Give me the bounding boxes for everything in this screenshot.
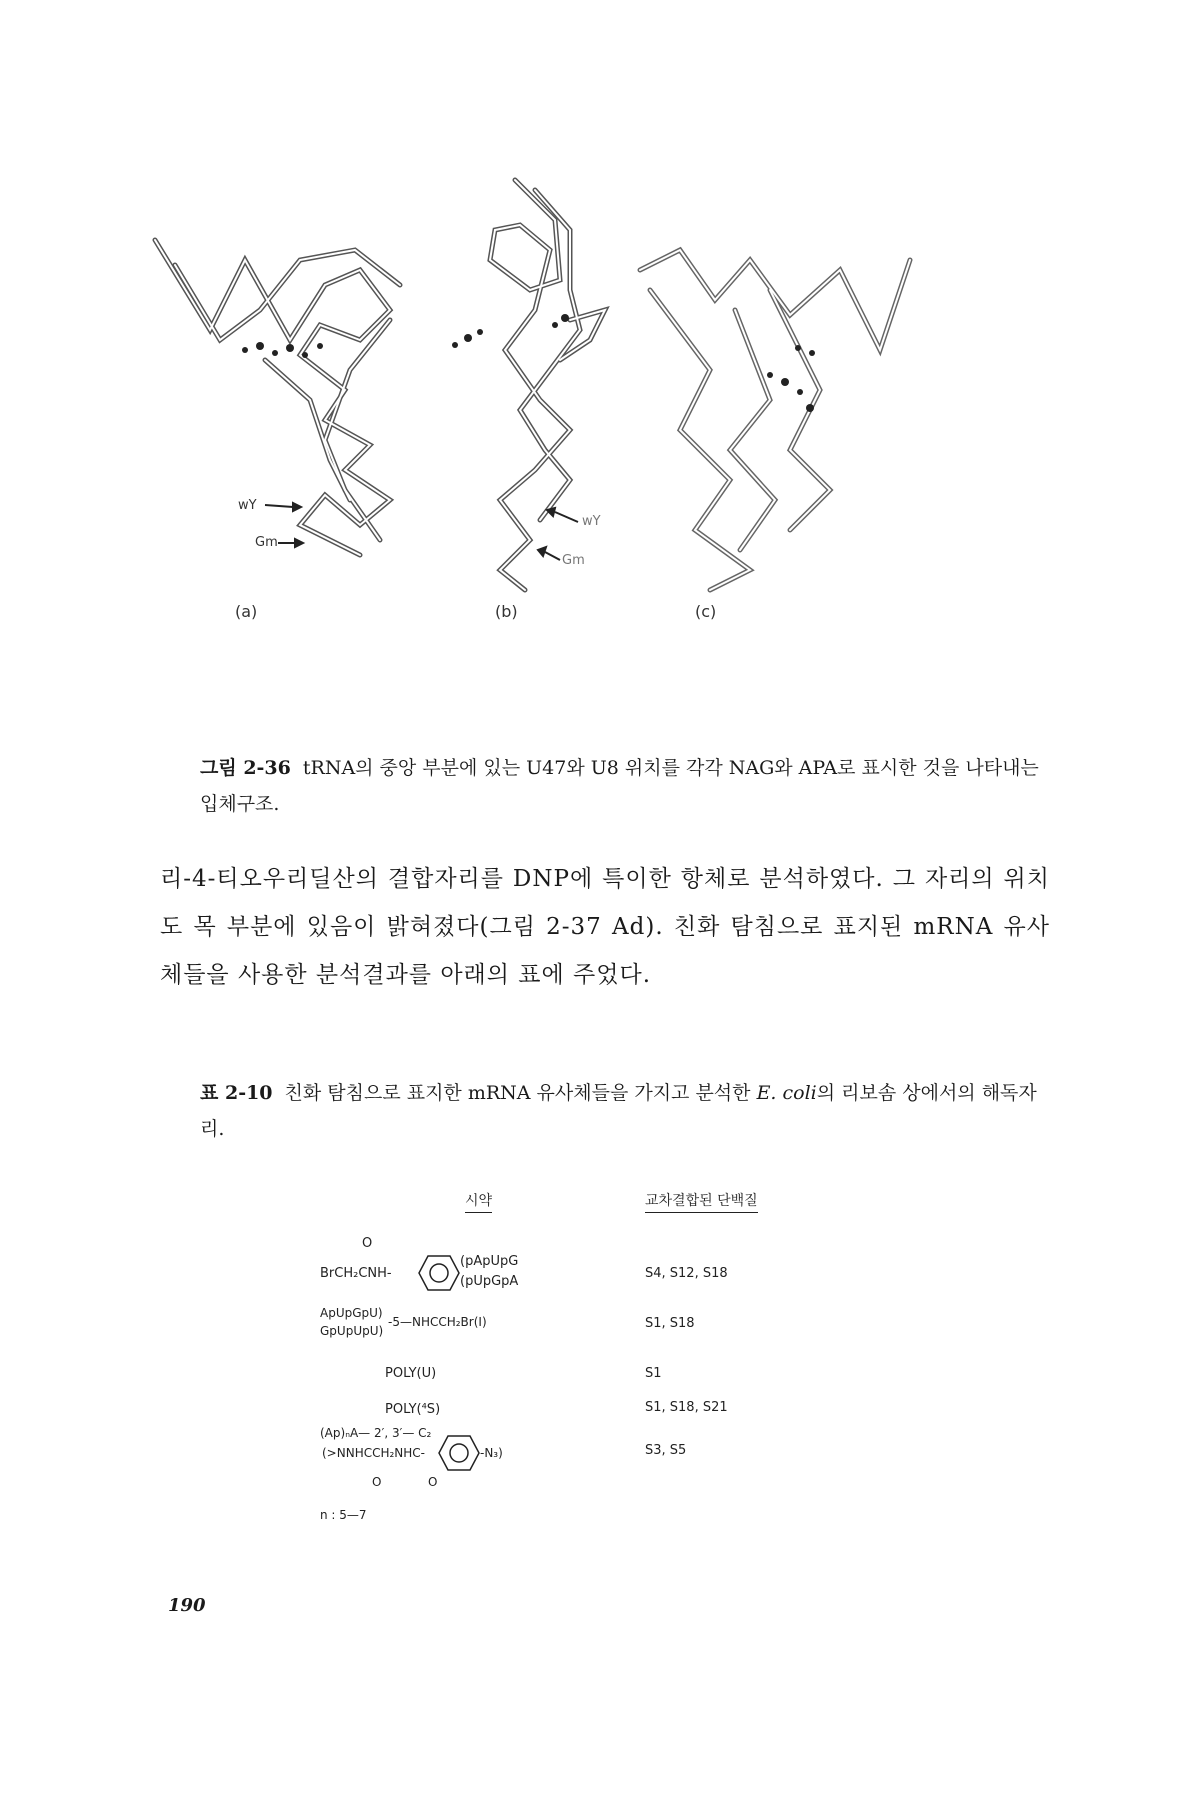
row2-reagent-line1: ApUpGpU) bbox=[320, 1306, 383, 1320]
row5-reagent-line1: (Ap)ₙA— 2′, 3′— C₂ bbox=[320, 1426, 432, 1440]
row1-branch-1: (pApUpG bbox=[460, 1254, 519, 1269]
table-header-proteins: 교차결합된 단백질 bbox=[645, 1190, 758, 1213]
figure-caption-text: tRNA의 중앙 부분에 있는 U47와 U8 위치를 각각 NAG와 APA로 표시한 것을 나타내는 입체구조. bbox=[200, 757, 1039, 815]
panel-a-gm-label: Gm bbox=[255, 535, 278, 550]
row5-carbonyl-o-1: O bbox=[372, 1475, 382, 1489]
trna-structure-drawing bbox=[150, 170, 1050, 710]
row1-reagent-main: BrCH₂CNH- bbox=[320, 1266, 392, 1281]
row5-carbonyl-o-2: O bbox=[428, 1475, 438, 1489]
table-caption-number: 표 2-10 bbox=[200, 1082, 273, 1104]
table-footnote: n : 5—7 bbox=[320, 1508, 367, 1522]
row1-branch-2: (pUpGpA bbox=[460, 1274, 519, 1289]
figure-caption bbox=[200, 750, 1050, 822]
panel-c-label: (c) bbox=[695, 602, 717, 621]
row3-proteins: S1 bbox=[645, 1366, 662, 1381]
panel-a-label: (a) bbox=[235, 602, 258, 621]
body-paragraph: 리-4-티오우리딜산의 결합자리를 DNP에 특이한 항체로 분석하였다. 그 자리의 위치도 목 부분에 있음이 밝혀졌다(그림 2-37 Ad). 친화 탐침으로 표지된 mRNA 유사체들을 사용한 분석결과를 아래의 표에 주었다. bbox=[160, 866, 1050, 988]
figure-caption-number: 그림 2-36 bbox=[200, 757, 291, 779]
row5-reagent-line2: (>NNHCCH₂NHC- bbox=[322, 1446, 426, 1460]
benzene-ring-icon bbox=[418, 1253, 460, 1293]
row2-reagent-suffix: -5—NHCCH₂Br(I) bbox=[388, 1315, 487, 1329]
table-caption-text: 친화 탐침으로 표지한 mRNA 유사체들을 가지고 분석한 bbox=[284, 1082, 751, 1104]
reagent-table bbox=[320, 1190, 880, 1580]
table-caption-text2: 의 리보솜 상에서의 해독자리. bbox=[200, 1082, 1037, 1140]
panel-b-label: (b) bbox=[495, 602, 518, 621]
table-caption-species: E. coli bbox=[756, 1082, 817, 1104]
panel-b-gm-label: Gm bbox=[562, 553, 585, 568]
row1-proteins: S4, S12, S18 bbox=[645, 1266, 728, 1281]
row4-reagent: POLY(⁴S) bbox=[385, 1402, 441, 1417]
row5-proteins: S3, S5 bbox=[645, 1443, 687, 1458]
table-header-reagent: 시약 bbox=[465, 1190, 492, 1213]
row4-proteins: S1, S18, S21 bbox=[645, 1400, 728, 1415]
row3-reagent: POLY(U) bbox=[385, 1366, 437, 1381]
benzene-ring-icon-2 bbox=[438, 1433, 480, 1473]
page-number: 190 bbox=[168, 1595, 206, 1616]
panel-a-wy-label: wY bbox=[238, 498, 257, 513]
row5-reagent-azide: -N₃) bbox=[480, 1446, 503, 1460]
panel-a-probe-molecule bbox=[242, 342, 323, 358]
table-caption bbox=[200, 1075, 1050, 1147]
row2-reagent-line2: GpUpUpU) bbox=[320, 1324, 384, 1338]
panel-b-wy-label: wY bbox=[582, 514, 601, 529]
row2-proteins: S1, S18 bbox=[645, 1316, 695, 1331]
trna-stereo-figure bbox=[150, 170, 1050, 710]
row1-carbonyl-o: O bbox=[362, 1236, 373, 1251]
panel-c-probe-molecule bbox=[767, 345, 815, 412]
